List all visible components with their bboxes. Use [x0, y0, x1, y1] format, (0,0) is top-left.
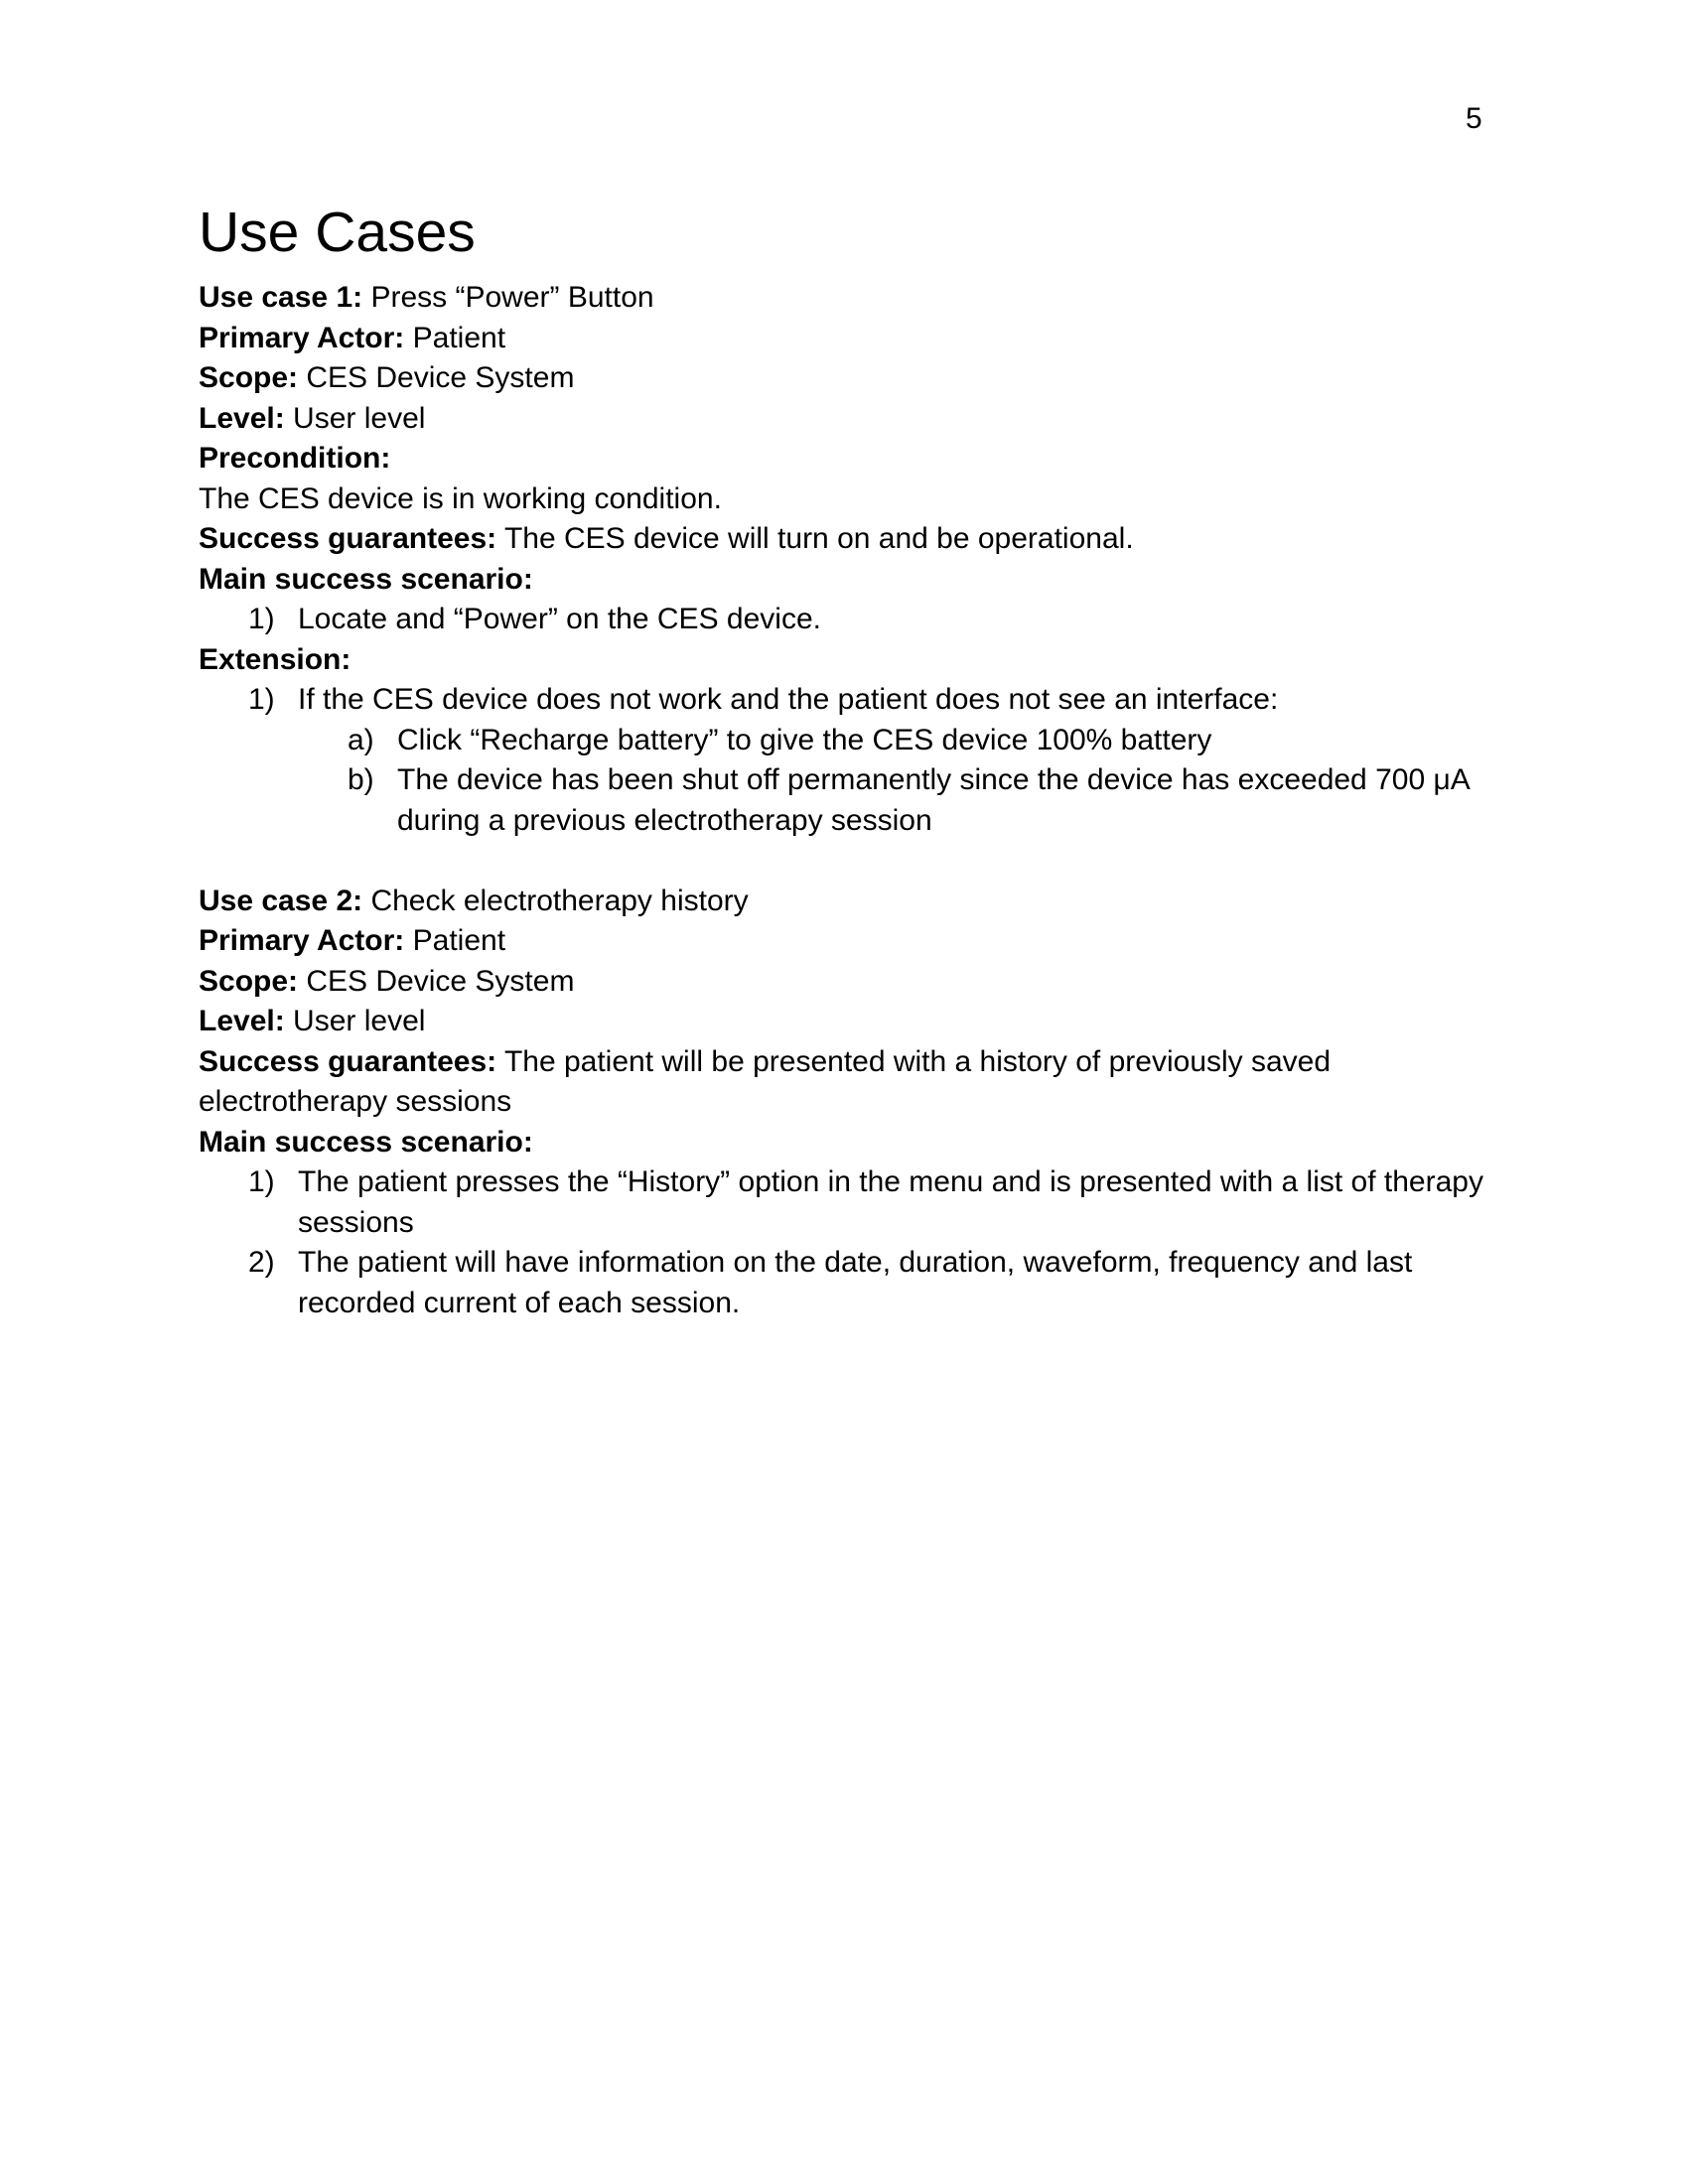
list-item [199, 600, 1499, 640]
use-case-1 [199, 278, 1499, 841]
scope-value: CES Device System [298, 964, 575, 998]
level-line [199, 1002, 1499, 1042]
primary-actor-label: Primary Actor: [199, 321, 405, 354]
list-marker: 1) [248, 683, 275, 716]
level-value: User level [284, 1005, 426, 1037]
scope-label: Scope: [199, 361, 299, 394]
success-guarantees-label: Success guarantees: [199, 522, 497, 555]
primary-actor-line [199, 319, 1499, 359]
level-label: Level: [199, 401, 285, 435]
list-item-text: Locate and “Power” on the CES device. [298, 603, 821, 635]
list-marker: b) [348, 763, 374, 796]
list-item-text: Click “Recharge battery” to give the CES device 100% battery [397, 723, 1212, 756]
list-item [199, 680, 1499, 721]
primary-actor-line [199, 921, 1499, 962]
page-title: Use Cases [199, 201, 476, 264]
level-value: User level [284, 401, 426, 435]
sub-list-item [199, 760, 1499, 841]
list-item-text: The patient will have information on the date, duration, waveform, frequency and last recorded current of each session. [298, 1246, 1413, 1319]
document-body [199, 193, 1499, 1323]
list-item-text: The patient presses the “History” option in the menu and is presented with a list of therapy sessions [298, 1165, 1483, 1239]
success-guarantees-value: The patient will be presented with a history of previously saved electrotherapy sessions [199, 1044, 1332, 1118]
scope-line [199, 962, 1499, 1003]
primary-actor-value: Patient [404, 321, 506, 354]
primary-actor-label: Primary Actor: [199, 924, 405, 957]
list-item-text: If the CES device does not work and the patient does not see an interface: [298, 683, 1279, 716]
list-marker: 1) [248, 1165, 275, 1198]
sub-list-item [199, 721, 1499, 761]
use-case-title: Check electrotherapy history [362, 884, 749, 917]
success-guarantees-line [199, 519, 1499, 560]
spacer [199, 841, 1499, 882]
scope-line [199, 358, 1499, 399]
extension-label: Extension: [199, 642, 352, 676]
use-case-title: Press “Power” Button [362, 281, 654, 314]
use-case-2-heading [199, 882, 1499, 922]
page-number: 5 [1466, 102, 1482, 135]
list-item-text: The device has been shut off permanently since the device has exceeded 700 μA during a previous electrotherapy session [397, 763, 1470, 837]
precondition-label: Precondition: [199, 442, 391, 475]
list-marker: 1) [248, 603, 275, 635]
scope-value: CES Device System [298, 361, 575, 394]
use-case-label: Use case 2: [199, 884, 363, 917]
use-case-label: Use case 1: [199, 281, 363, 314]
scope-label: Scope: [199, 964, 299, 998]
list-marker: 2) [248, 1246, 275, 1279]
precondition-text: The CES device is in working condition. [199, 481, 722, 515]
use-case-1-heading [199, 278, 1499, 319]
level-label: Level: [199, 1005, 285, 1037]
list-marker: a) [348, 723, 374, 756]
list-item [199, 1243, 1499, 1323]
main-success-scenario-label: Main success scenario: [199, 1125, 533, 1159]
level-line [199, 399, 1499, 440]
success-guarantees-value: The CES device will turn on and be operational. [496, 522, 1134, 555]
list-item [199, 1162, 1499, 1243]
use-case-2 [199, 882, 1499, 1324]
primary-actor-value: Patient [404, 924, 506, 957]
success-guarantees-line [199, 1042, 1499, 1123]
main-success-scenario-label: Main success scenario: [199, 562, 533, 596]
success-guarantees-label: Success guarantees: [199, 1044, 497, 1078]
